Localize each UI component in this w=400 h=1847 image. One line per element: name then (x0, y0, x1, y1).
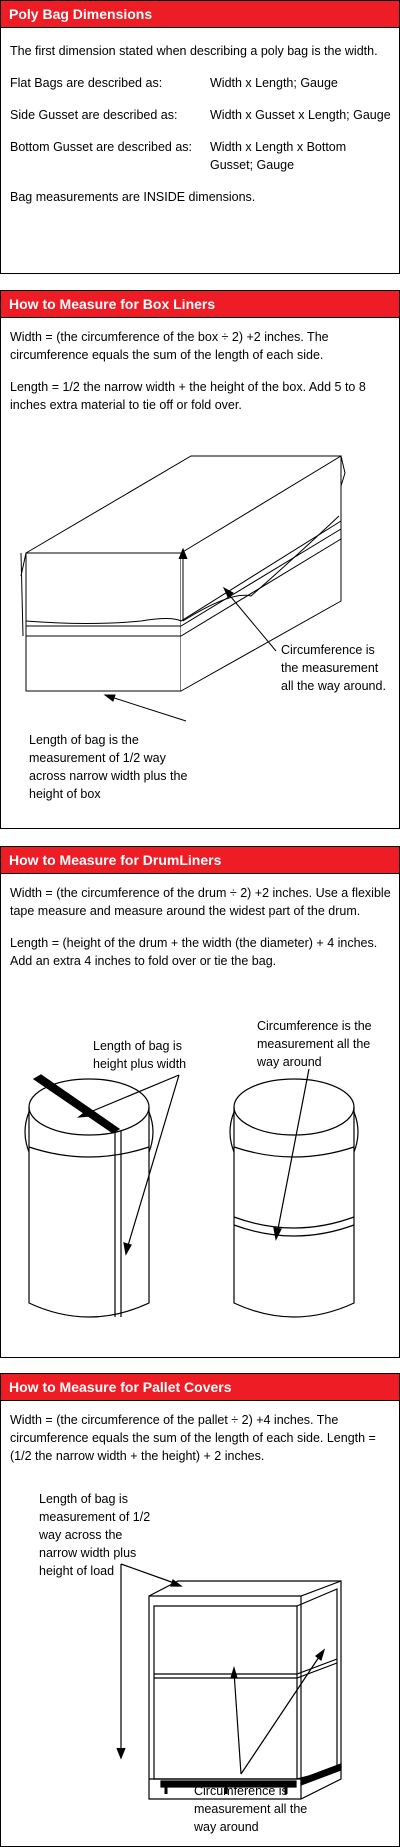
circumference-callout: Circumference is the measurement all the way around (257, 1019, 372, 1069)
dimension-row (10, 106, 391, 124)
row-label: Side Gusset are described as: (10, 108, 178, 122)
row-label: Bottom Gusset are described as: (10, 140, 193, 154)
section-title: How to Measure for Box Liners (1, 291, 399, 318)
row-value: Width x Length x Bottom Gusset; Gauge (210, 140, 347, 172)
length-callout: Length of bag is the measurement of 1/2 way across narrow width plus the height of box (29, 733, 188, 801)
pallet-cover-illustration (1, 1374, 399, 1846)
length-text: Length = 1/2 the narrow width + the height of the box. Add 5 to 8 inches extra material to tie off or fold over. (10, 380, 366, 412)
circumference-callout: Circumference is measurement all the way around (194, 1784, 308, 1834)
length-text: Length = (height of the drum + the width (the diameter) + 4 inches. Add an extra 4 inches to fold over or tie the bag. (10, 936, 378, 968)
drum-liners-panel (0, 846, 400, 1358)
width-text: Width = (the circumference of the pallet ÷ 2) +4 inches. The circumference equals the sum of the length of each side. Length = (1/2 the narrow width + the height) + 2 inches. (10, 1413, 376, 1463)
circumference-callout: Circumference is the measurement all the way around. (281, 643, 386, 693)
poly-bag-dimensions-panel (0, 0, 400, 274)
length-callout: Length of bag is measurement of 1/2 way across the narrow width plus height of load (39, 1492, 151, 1578)
drum-liner-illustration (1, 847, 399, 1357)
dimension-row (10, 74, 391, 92)
intro-text: The first dimension stated when describing a poly bag is the width. (10, 44, 378, 58)
width-text: Width = (the circumference of the drum ÷ 2) +2 inches. Use a flexible tape measure and measure around the widest part of the drum. (10, 886, 391, 918)
note-text: Bag measurements are INSIDE dimensions. (10, 190, 256, 204)
row-label: Flat Bags are described as: (10, 76, 163, 90)
pallet-covers-panel (0, 1373, 400, 1847)
section-title: How to Measure for DrumLiners (1, 847, 399, 874)
width-text: Width = (the circumference of the box ÷ 2) +2 inches. The circumference equals the sum of the length of each side. (10, 330, 329, 362)
section-title: How to Measure for Pallet Covers (1, 1374, 399, 1401)
box-liners-panel (0, 290, 400, 829)
row-value: Width x Gusset x Length; Gauge (210, 108, 391, 122)
length-callout: Length of bag is height plus width (93, 1039, 187, 1071)
dimension-row (10, 138, 391, 174)
section-body (1, 28, 399, 206)
row-value: Width x Length; Gauge (210, 76, 338, 90)
section-title: Poly Bag Dimensions (1, 1, 399, 28)
